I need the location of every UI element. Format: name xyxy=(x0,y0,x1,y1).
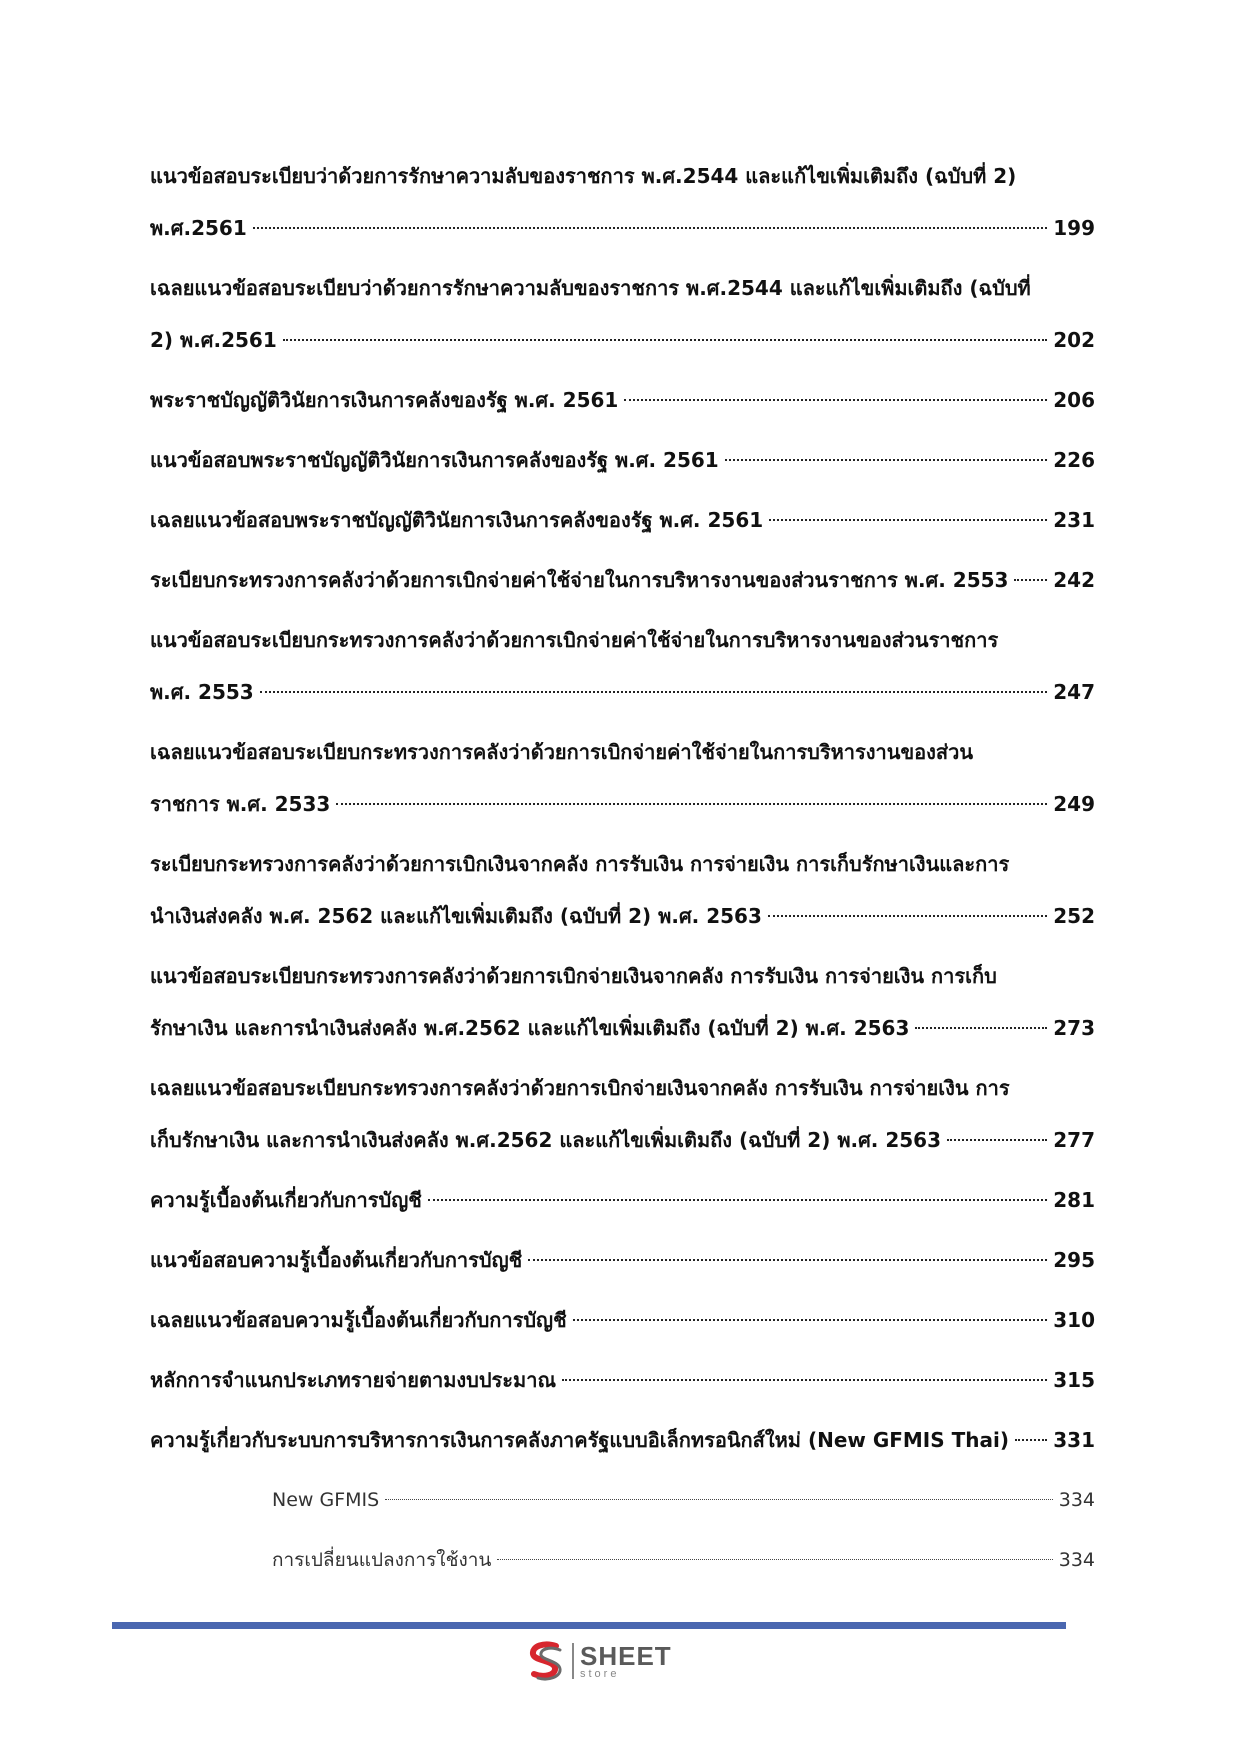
dot-leader xyxy=(768,915,1047,917)
toc-entry-title-cont: พ.ศ.2561 xyxy=(150,216,247,240)
logo-separator xyxy=(572,1643,574,1679)
toc-entry-title: เฉลยแนวข้อสอบระเบียบกระทรวงการคลังว่าด้วยการเบิกจ่ายเงินจากคลัง การรับเงิน การจ่ายเงิน การ xyxy=(150,1076,1010,1100)
dot-leader xyxy=(283,339,1047,341)
toc-page-number: 202 xyxy=(1053,328,1095,352)
logo-wordmark xyxy=(580,1640,672,1680)
toc-subentry-title: New GFMIS xyxy=(272,1489,380,1511)
toc-entry-title: ระเบียบกระทรวงการคลังว่าด้วยการเบิกจ่ายค่าใช้จ่ายในการบริหารงานของส่วนราชการ พ.ศ. 2553 xyxy=(150,568,1009,592)
dot-leader xyxy=(1014,579,1047,581)
toc-page-number: 247 xyxy=(1053,680,1095,704)
toc-page-number: 295 xyxy=(1053,1248,1095,1272)
toc-page-number: 334 xyxy=(1058,1489,1095,1511)
toc-entry-title-cont: นำเงินส่งคลัง พ.ศ. 2562 และแก้ไขเพิ่มเติมถึง (ฉบับที่ 2) พ.ศ. 2563 xyxy=(150,904,762,928)
toc-entry[interactable] xyxy=(150,1354,1095,1406)
toc-page-number: 249 xyxy=(1053,792,1095,816)
toc-entry-title: แนวข้อสอบพระราชบัญญัติวินัยการเงินการคลังของรัฐ พ.ศ. 2561 xyxy=(150,448,719,472)
toc-entry-title: เฉลยแนวข้อสอบระเบียบกระทรวงการคลังว่าด้วยการเบิกจ่ายค่าใช้จ่ายในการบริหารงานของส่วน xyxy=(150,740,973,764)
toc-entry[interactable] xyxy=(150,554,1095,606)
toc-subentry[interactable] xyxy=(272,1474,1095,1526)
toc-entry-title: เฉลยแนวข้อสอบระเบียบว่าด้วยการรักษาความลับของราชการ พ.ศ.2544 และแก้ไขเพิ่มเติมถึง (ฉบับที่ xyxy=(150,276,1031,300)
dot-leader xyxy=(528,1259,1047,1261)
toc-page-number: 231 xyxy=(1053,508,1095,532)
toc-page-number: 226 xyxy=(1053,448,1095,472)
toc-entry-title: ความรู้เบื้องต้นเกี่ยวกับการบัญชี xyxy=(150,1188,422,1212)
dot-leader xyxy=(725,459,1048,461)
toc-entry-title-cont: รักษาเงิน และการนำเงินส่งคลัง พ.ศ.2562 และแก้ไขเพิ่มเติมถึง (ฉบับที่ 2) พ.ศ. 2563 xyxy=(150,1016,910,1040)
sheet-store-logo-icon xyxy=(526,1640,566,1682)
dot-leader xyxy=(947,1139,1047,1141)
toc-entry-title: แนวข้อสอบระเบียบว่าด้วยการรักษาความลับของราชการ พ.ศ.2544 และแก้ไขเพิ่มเติมถึง (ฉบับที่ 2) xyxy=(150,164,1017,188)
toc-page-number: 206 xyxy=(1053,388,1095,412)
toc-subentry-title: การเปลี่ยนแปลงการใช้งาน xyxy=(272,1549,492,1571)
dot-leader xyxy=(1015,1439,1047,1441)
toc-page-number: 277 xyxy=(1053,1128,1095,1152)
toc-entry-title: เฉลยแนวข้อสอบพระราชบัญญัติวินัยการเงินการคลังของรัฐ พ.ศ. 2561 xyxy=(150,508,764,532)
dot-leader xyxy=(915,1027,1047,1029)
toc-entry[interactable] xyxy=(150,1414,1095,1466)
dot-leader xyxy=(624,399,1047,401)
toc-subentry[interactable] xyxy=(272,1534,1095,1586)
toc-entry[interactable] xyxy=(150,1294,1095,1346)
dot-leader xyxy=(769,519,1047,521)
toc-page-number: 315 xyxy=(1053,1368,1095,1392)
table-of-contents xyxy=(150,150,1095,1594)
toc-entry-title: ระเบียบกระทรวงการคลังว่าด้วยการเบิกเงินจากคลัง การรับเงิน การจ่ายเงิน การเก็บรักษาเงินและการ xyxy=(150,852,1010,876)
toc-page-number: 252 xyxy=(1053,904,1095,928)
toc-entry[interactable] xyxy=(150,950,1095,1054)
toc-entry-title-cont: เก็บรักษาเงิน และการนำเงินส่งคลัง พ.ศ.2562 และแก้ไขเพิ่มเติมถึง (ฉบับที่ 2) พ.ศ. 2563 xyxy=(150,1128,942,1152)
toc-entry-title-cont: 2) พ.ศ.2561 xyxy=(150,328,277,352)
sheet-store-logo xyxy=(526,1638,672,1684)
dot-leader xyxy=(260,691,1048,693)
toc-entry-title: ความรู้เกี่ยวกับระบบการบริหารการเงินการคลังภาครัฐแบบอิเล็กทรอนิกส์ใหม่ (New GFMIS Thai) xyxy=(150,1428,1009,1452)
toc-page-number: 334 xyxy=(1058,1549,1095,1571)
dot-leader xyxy=(428,1199,1047,1201)
toc-entry-title: พระราชบัญญัติวินัยการเงินการคลังของรัฐ พ.ศ. 2561 xyxy=(150,388,619,412)
toc-entry-title-cont: ราชการ พ.ศ. 2533 xyxy=(150,792,331,816)
toc-entry-title-cont: พ.ศ. 2553 xyxy=(150,680,254,704)
toc-entry[interactable] xyxy=(150,838,1095,942)
toc-entry[interactable] xyxy=(150,726,1095,830)
toc-page-number: 273 xyxy=(1053,1016,1095,1040)
toc-entry[interactable] xyxy=(150,262,1095,366)
logo-word: SHEET xyxy=(580,1640,672,1671)
toc-entry-title: แนวข้อสอบระเบียบกระทรวงการคลังว่าด้วยการเบิกจ่ายค่าใช้จ่ายในการบริหารงานของส่วนราชการ xyxy=(150,628,999,652)
toc-entry-title: แนวข้อสอบระเบียบกระทรวงการคลังว่าด้วยการเบิกจ่ายเงินจากคลัง การรับเงิน การจ่ายเงิน การเก็บ xyxy=(150,964,997,988)
toc-entry[interactable] xyxy=(150,1234,1095,1286)
toc-entry[interactable] xyxy=(150,374,1095,426)
dot-leader xyxy=(336,803,1047,805)
dot-leader xyxy=(573,1319,1048,1321)
toc-entry-title: หลักการจำแนกประเภทรายจ่ายตามงบประมาณ xyxy=(150,1368,557,1392)
toc-entry[interactable] xyxy=(150,434,1095,486)
toc-entry[interactable] xyxy=(150,1062,1095,1166)
dot-leader xyxy=(497,1559,1052,1560)
toc-entry[interactable] xyxy=(150,614,1095,718)
toc-entry-title: แนวข้อสอบความรู้เบื้องต้นเกี่ยวกับการบัญชี xyxy=(150,1248,523,1272)
toc-entry[interactable] xyxy=(150,150,1095,254)
toc-entry[interactable] xyxy=(150,1174,1095,1226)
toc-page-number: 199 xyxy=(1053,216,1095,240)
logo-subword: store xyxy=(580,1667,620,1680)
toc-page-number: 242 xyxy=(1053,568,1095,592)
dot-leader xyxy=(385,1499,1053,1500)
dot-leader xyxy=(253,227,1048,229)
footer-divider xyxy=(112,1622,1066,1629)
dot-leader xyxy=(562,1379,1047,1381)
toc-entry[interactable] xyxy=(150,494,1095,546)
toc-page-number: 281 xyxy=(1053,1188,1095,1212)
toc-page-number: 310 xyxy=(1053,1308,1095,1332)
toc-page-number: 331 xyxy=(1053,1428,1095,1452)
toc-entry-title: เฉลยแนวข้อสอบความรู้เบื้องต้นเกี่ยวกับการบัญชี xyxy=(150,1308,567,1332)
